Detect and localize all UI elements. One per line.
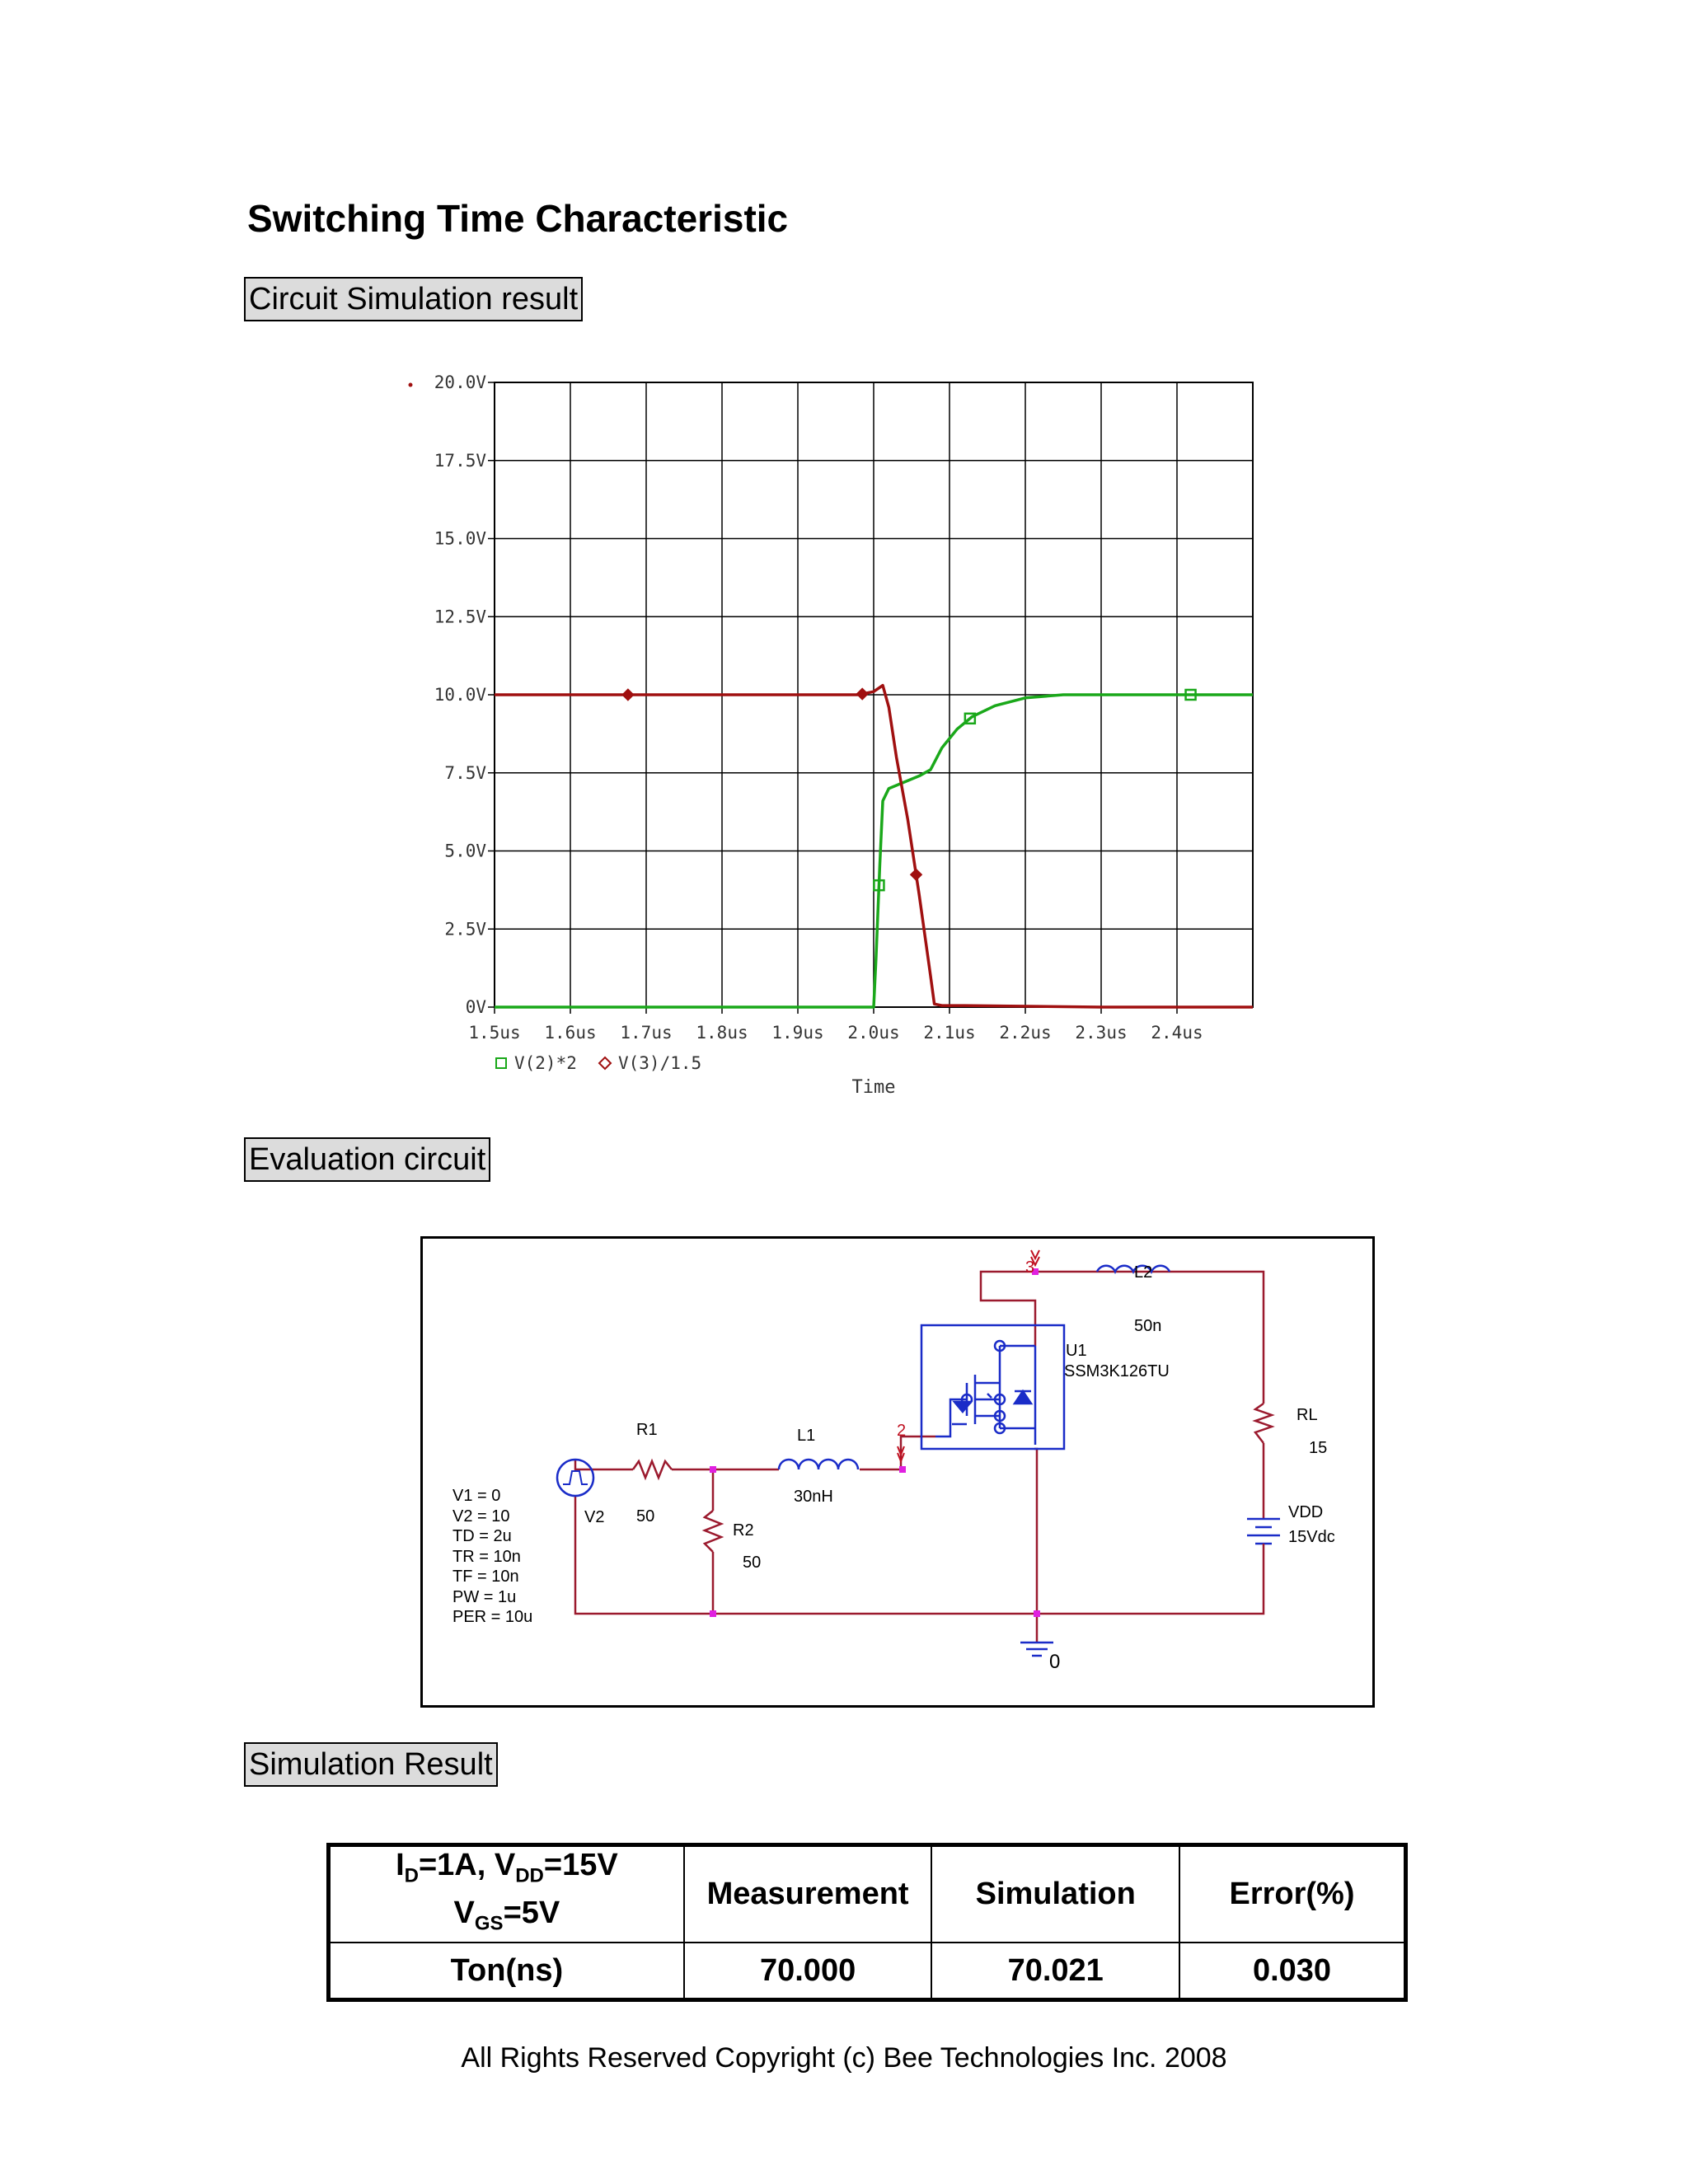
value-simulation: 70.021 [931, 1943, 1179, 2000]
vdd-value: 15Vdc [1288, 1528, 1335, 1546]
x-tick-label: 2.2us [999, 1023, 1052, 1043]
x-tick-label: 2.4us [1151, 1023, 1203, 1043]
section-simulation-plot: Circuit Simulation result [244, 277, 583, 321]
page-title: Switching Time Characteristic [247, 197, 789, 240]
legend-marker-diamond [599, 1057, 611, 1069]
x-tick-label: 1.8us [696, 1023, 748, 1043]
l1-label: L1 [797, 1427, 816, 1445]
l1-value: 30nH [794, 1488, 833, 1506]
node-3-label: 3 [1025, 1258, 1035, 1277]
u1-label: U1 [1066, 1342, 1087, 1360]
l2-value: 50n [1134, 1317, 1162, 1335]
section-result: Simulation Result [244, 1742, 498, 1787]
y-tick-label: 20.0V [434, 373, 486, 392]
condition-line-1: $I_D=1A$, $V_{DD}=15V$ [396, 1848, 618, 1887]
footer-copyright: All Rights Reserved Copyright (c) Bee Technologies Inc. 2008 [461, 2042, 1227, 2074]
condition-line-2: $V_{GS}=5V$ [453, 1895, 560, 1935]
switching-chart [396, 363, 1335, 1104]
r1-value: 50 [636, 1507, 655, 1526]
node-probes [898, 1250, 1039, 1461]
vdd-battery-icon [1247, 1519, 1280, 1564]
r1-label: R1 [636, 1421, 658, 1439]
source-param: TD = 2u [452, 1527, 512, 1545]
section-evaluation: Evaluation circuit [244, 1137, 490, 1182]
y-tick-label: 17.5V [434, 450, 486, 471]
result-table [326, 1843, 1408, 2002]
legend-label-1: V(2)*2 [514, 1053, 577, 1073]
header-measurement: Measurement [684, 1845, 932, 1943]
v2-label: V2 [584, 1508, 605, 1526]
value-measurement: 70.000 [684, 1943, 932, 2000]
y-tick-label: 0V [465, 997, 486, 1017]
evaluation-circuit [420, 1236, 1375, 1708]
source-param: TF = 10n [452, 1568, 519, 1586]
source-param: TR = 10n [452, 1547, 521, 1566]
vdd-label: VDD [1288, 1503, 1324, 1521]
y-tick-label: 15.0V [434, 528, 486, 549]
header-simulation: Simulation [931, 1845, 1179, 1943]
y-tick-label: 12.5V [434, 607, 486, 627]
condition-cell [329, 1845, 684, 1943]
row-label: Ton(ns) [329, 1943, 684, 2000]
corner-dot [409, 383, 413, 387]
y-tick-label: 2.5V [444, 919, 486, 940]
l2-label: L2 [1134, 1263, 1153, 1282]
ground-label: 0 [1049, 1651, 1061, 1673]
y-tick-labels [434, 373, 495, 1017]
x-tick-label: 2.0us [847, 1023, 900, 1043]
legend-marker-square [496, 1058, 506, 1068]
series-marker-diamond [911, 869, 922, 880]
source-params [452, 1486, 532, 1628]
value-error: 0.030 [1179, 1943, 1405, 2000]
chart-legend [496, 1053, 701, 1073]
resistors [633, 1404, 1272, 1552]
source-param: V2 = 10 [452, 1507, 510, 1526]
x-tick-labels [468, 1007, 1203, 1043]
x-axis-label: Time [851, 1077, 896, 1098]
y-tick-label: 10.0V [434, 685, 486, 705]
header-error: Error(%) [1179, 1845, 1405, 1943]
x-tick-label: 1.6us [544, 1023, 597, 1043]
source-param: PW = 1u [452, 1587, 517, 1606]
node-2-label: 2 [897, 1422, 907, 1440]
x-tick-label: 2.3us [1075, 1023, 1128, 1043]
series-marker-diamond [622, 689, 634, 701]
legend-label-2: V(3)/1.5 [618, 1053, 702, 1073]
source-param: PER = 10u [452, 1608, 533, 1626]
rl-label: RL [1296, 1406, 1318, 1424]
rl-value: 15 [1309, 1439, 1328, 1457]
series-marker-diamond [856, 688, 868, 700]
r2-label: R2 [733, 1521, 754, 1540]
y-tick-label: 5.0V [444, 841, 486, 861]
chart-markers [622, 688, 1196, 890]
x-tick-label: 1.9us [771, 1023, 824, 1043]
source-param: V1 = 0 [452, 1487, 501, 1505]
x-tick-label: 2.1us [923, 1023, 976, 1043]
u1-part: SSM3K126TU [1064, 1362, 1170, 1380]
x-tick-label: 1.5us [468, 1023, 521, 1043]
mosfet-u1-icon [921, 1325, 1064, 1449]
x-tick-label: 1.7us [620, 1023, 673, 1043]
schematic [423, 1239, 1372, 1705]
r2-value: 50 [743, 1554, 762, 1572]
ground-icon [1020, 1643, 1053, 1656]
y-tick-label: 7.5V [444, 762, 486, 783]
